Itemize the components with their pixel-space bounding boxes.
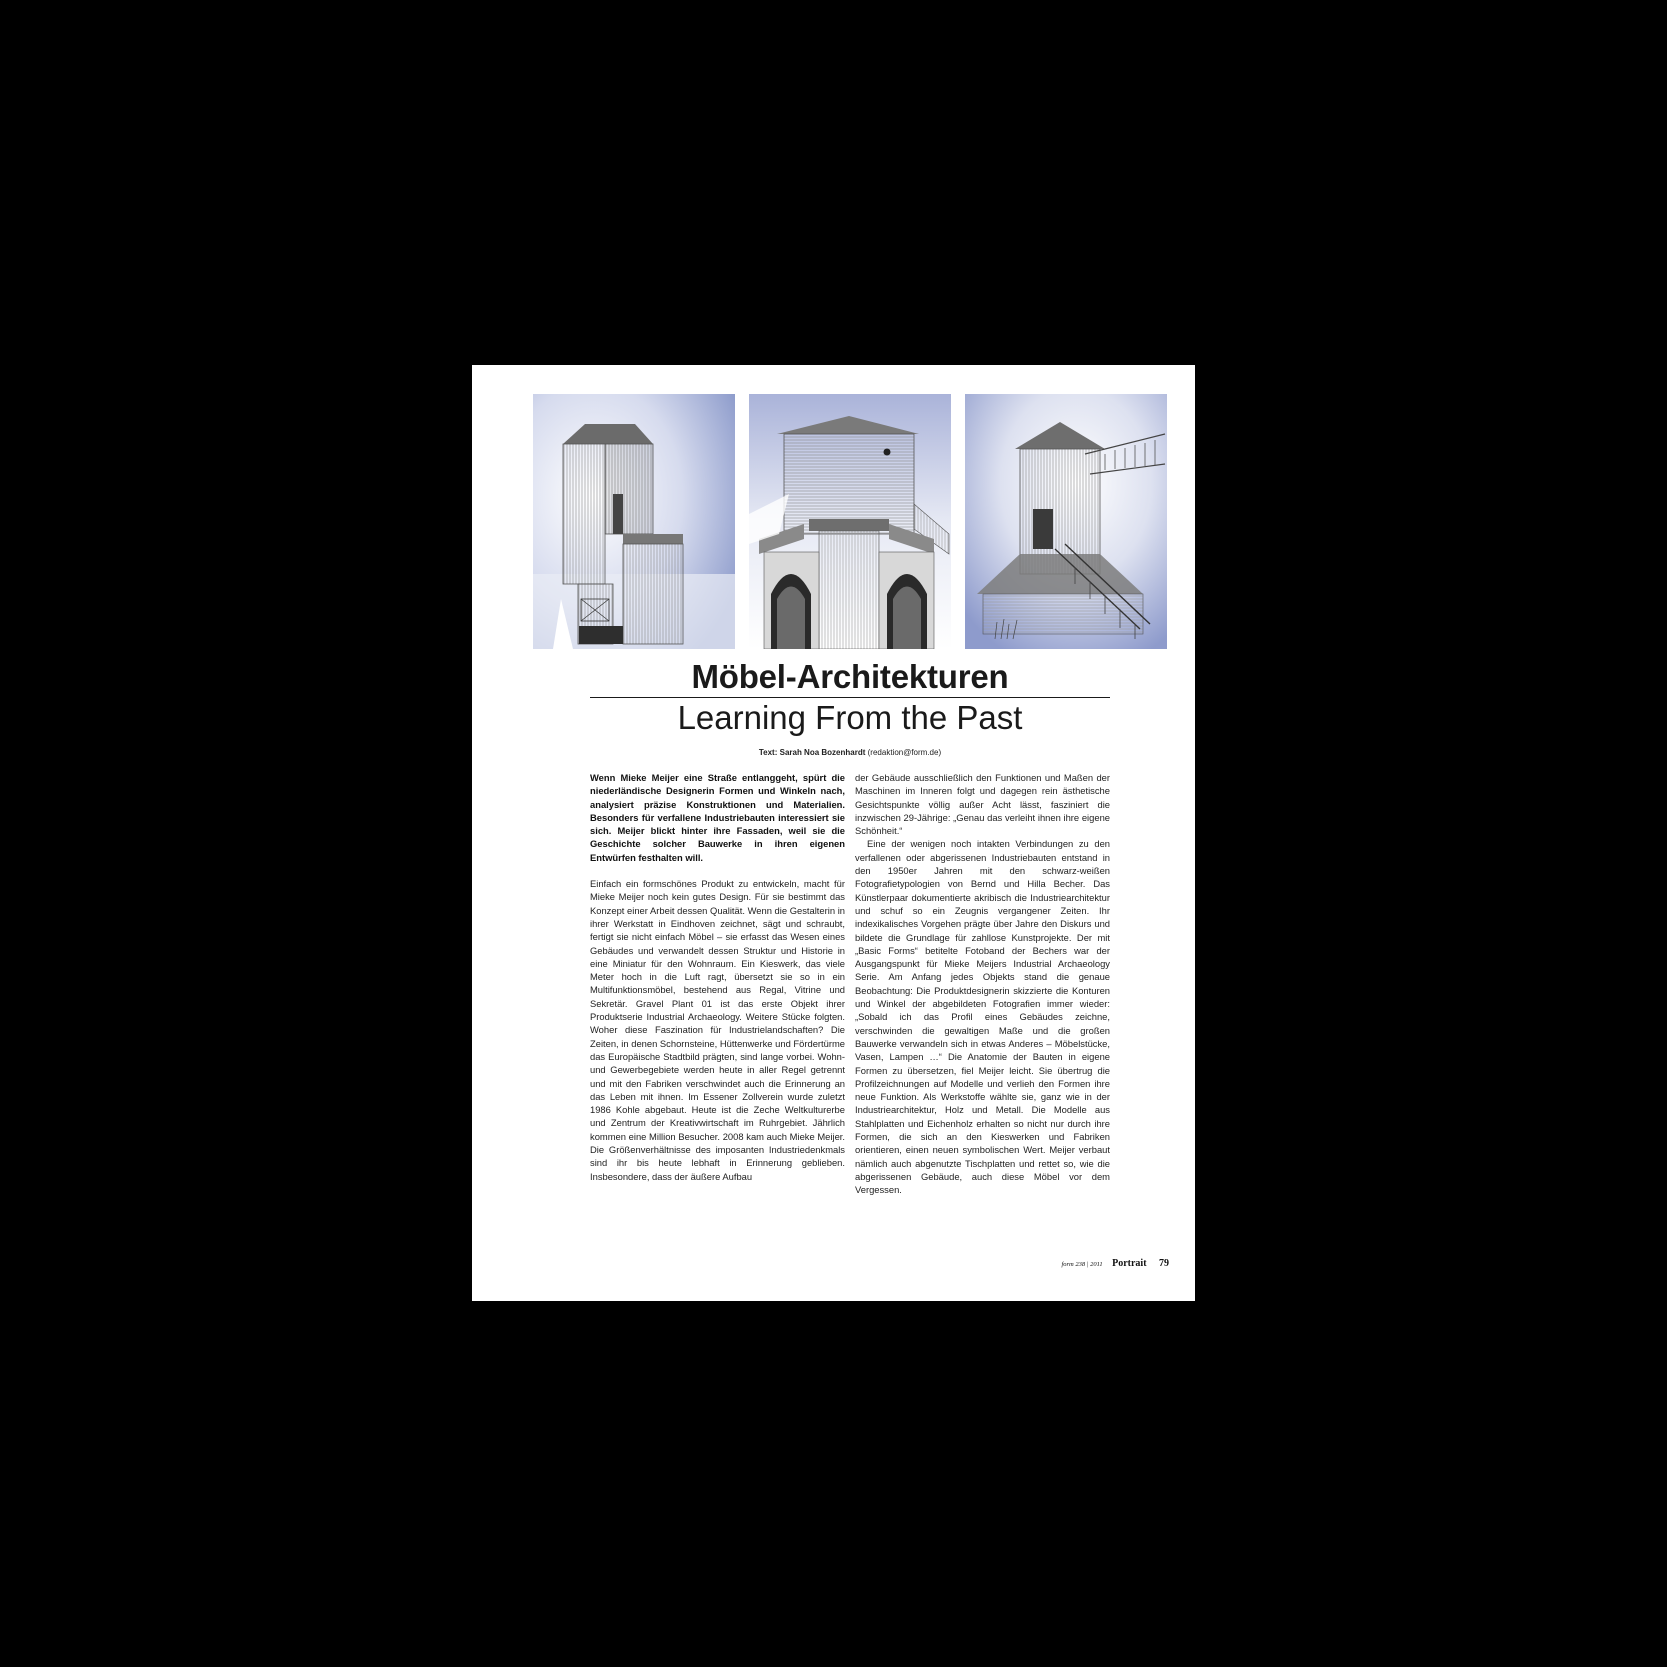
page-footer bbox=[1027, 1253, 1169, 1271]
article-subtitle: Learning From the Past bbox=[677, 699, 1023, 736]
section-name: Portrait bbox=[1112, 1258, 1147, 1269]
body-paragraph: der Gebäude ausschließlich den Funktionen und Maßen der Maschinen im Inneren folgt und dagegen rein ästhetische Gesichtspunkte völlig außer Acht lässt, fasziniert die inzwischen 29-Jährige: „Genau das verleiht ihnen ihre eigene Schönheit.“ bbox=[855, 772, 1110, 837]
body-paragraph: Einfach ein formschönes Produkt zu entwickeln, macht für Mieke Meijer noch kein gutes Design. Für sie bestimmt das Konzept einer Arbeit dessen Qualität. Wenn die Gestalterin in ihrer Werkstatt in Eindhoven zeichnet, sägt und schraubt, fertigt sie nicht einfach Möbel – sie erfasst das Wesen eines Gebäudes und verwandelt dessen Struktur und Historie in eine Miniatur für den Wohnraum. Ein Kieswerk, das viele Meter hoch in die Luft ragt, übersetzt sie so in ein Multifunktionsmöbel, bestehend aus Regal, Vitrine und Sekretär. Gravel Plant 01 ist das erste Objekt ihrer Produktserie Industrial Archaeology. Weitere Stücke folgten. Woher diese Faszination für Industrielandschaften? Die Zeiten, in denen Schornsteine, Hüttenwerke und Fördertürme das Europäische Stadtbild prägten, sind lange vorbei. Wohn- und Gewerbegebiete werden heute in aller Regel getrennt und mit den Fabriken verschwindet auch die Erinnerung an das Leben mit ihnen. Im Essener Zollverein wurde zuletzt 1986 Kohle abgebaut. Heute ist die Zeche Weltkulturerbe und Zentrum der Kreativwirtschaft im Ruhrgebiet. Jährlich kommen eine Million Besucher. 2008 kam auch Mieke Meijer. Die Größenverhältnisse des imposanten Industriedenkmals sind ihr bis heute lebhaft in Erinnerung geblieben. Insbesondere, dass der äußere Aufbau bbox=[590, 878, 845, 1182]
byline-contact-link[interactable]: (redaktion@form.de) bbox=[867, 748, 942, 757]
industrial-building-tower-drawing bbox=[533, 394, 735, 649]
article-title: Möbel-Architekturen bbox=[691, 658, 1009, 695]
illustration-strip bbox=[533, 394, 1167, 649]
text-column-left bbox=[590, 771, 845, 1183]
industrial-building-stairs-drawing bbox=[965, 394, 1167, 649]
byline bbox=[590, 748, 1110, 757]
body-paragraph: Eine der wenigen noch intakten Verbindungen zu den verfallenen oder abgerissenen Industriebauten entstand in den 1950er Jahren mit den schwarz-weißen Fotografietypologien von Bernd und Hilla Becher. Das Künstlerpaar dokumentierte akribisch die Industriearchitektur und schuf so ein Zeugnis vergangener Zeiten. Ihr indexikalisches Vorgehen prägte über Jahre den Diskurs und bildete die Grundlage für zahllose Kunstprojekte. Der mit „Basic Forms“ betitelte Fotoband der Bechers war der Ausgangspunkt für Mieke Meijers Industrial Archaeology Serie. Am Anfang jedes Objekts stand die genaue Beobachtung: Die Produktdesignerin skizzierte die Konturen und Winkel der abgebildeten Fotografien immer wieder: „Sobald ich das Profil eines Gebäudes zeichne, verschwinden die gewaltigen Maße und die großen Bauwerke verwandeln sich in etwas Anderes – Möbelstücke, Vasen, Lampen …“ Die Anatomie der Bauten in eigene Formen zu übersetzen, fiel Meijer leicht. Sie übertrug die Profilzeichnungen auf Modelle und verlieh den Formen ihre neue Funktion. Als Werkstoffe wählte sie, ganz wie in der Industriearchitektur, Holz und Metall. Die Modelle aus Stahlplatten und Eichenholz erhalten so nicht nur durch ihre Formen, die sich an den Kieswerken und Fabriken orientieren, einen neuen symbolischen Wert. Meijer verbaut nämlich auch abgenutzte Tischplatten und rettet so, wie die abgerissenen Gebäude, auch diese Möbel vor dem Vergessen. bbox=[855, 838, 1110, 1196]
text-column-right bbox=[855, 771, 1110, 1197]
page-number: 79 bbox=[1159, 1258, 1169, 1269]
lead-paragraph: Wenn Mieke Meijer eine Straße entlanggeht, spürt die niederländische Designerin Formen und Winkeln nach, analysiert präzise Konstruktionen und Materialien. Besonders für verfallene Industriebauten interessiert sie sich. Meijer blickt hinter ihre Fassaden, weil sie die Geschichte solcher Bauwerke in ihren eigenen Entwürfen festhalten will. bbox=[590, 772, 845, 863]
magazine-page bbox=[472, 365, 1195, 1301]
title-divider bbox=[590, 697, 1110, 698]
industrial-building-silos-drawing bbox=[749, 394, 951, 649]
magazine-issue: form 238 | 2011 bbox=[1061, 1261, 1103, 1268]
byline-author: Text: Sarah Noa Bozenhardt bbox=[758, 748, 866, 757]
